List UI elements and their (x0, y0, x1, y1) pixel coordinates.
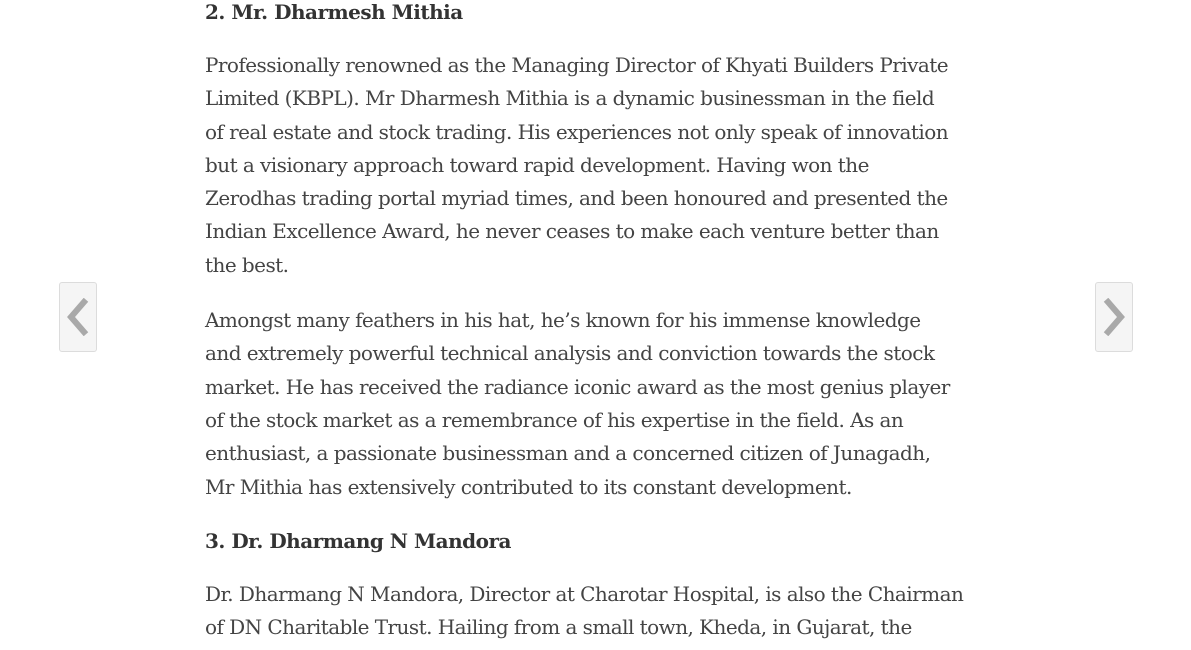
text-line: Limited (KBPL). Mr Dharmesh Mithia is a dynamic businessman in the field (205, 86, 935, 111)
text-line: Indian Excellence Award, he never ceases to make each venture better than (205, 219, 939, 244)
chevron-left-icon (65, 298, 91, 336)
text-line: Zerodhas trading portal myriad times, and been honoured and presented the (205, 186, 948, 211)
text-line: the best. (205, 252, 289, 277)
previous-page-button[interactable] (59, 282, 97, 352)
text-line: Professionally renowned as the Managing Director of Khyati Builders Private (205, 53, 949, 77)
paragraph-mithia-achievements (205, 304, 995, 504)
section-heading-dharmesh-mithia: 2. Mr. Dharmesh Mithia (205, 0, 463, 24)
text-line: of DN Charitable Trust. Hailing from a small town, Kheda, in Gujarat, the (205, 615, 912, 640)
text-line: of the stock market as a remembrance of his expertise in the field. As an (205, 407, 904, 432)
article-body (205, 0, 995, 644)
text-line: but a visionary approach toward rapid development. Having won the (205, 152, 869, 177)
chevron-right-icon (1101, 298, 1127, 336)
paragraph-mandora-intro (205, 578, 995, 645)
next-page-button[interactable] (1095, 282, 1133, 352)
section-heading-dharmang-mandora: 3. Dr. Dharmang N Mandora (205, 528, 512, 553)
text-line: enthusiast, a passionate businessman and a concerned citizen of Junagadh, (205, 441, 931, 466)
text-line: market. He has received the radiance iconic award as the most genius player (205, 374, 950, 399)
text-line: Dr. Dharmang N Mandora, Director at Charotar Hospital, is also the Chairman (205, 581, 964, 606)
text-line: Mr Mithia has extensively contributed to its constant development. (205, 474, 852, 499)
paragraph-mithia-intro (205, 49, 995, 282)
text-line: and extremely powerful technical analysis and conviction towards the stock (205, 341, 935, 366)
text-line: of real estate and stock trading. His experiences not only speak of innovation (205, 119, 949, 144)
text-line: Amongst many feathers in his hat, he’s known for his immense knowledge (205, 308, 921, 333)
